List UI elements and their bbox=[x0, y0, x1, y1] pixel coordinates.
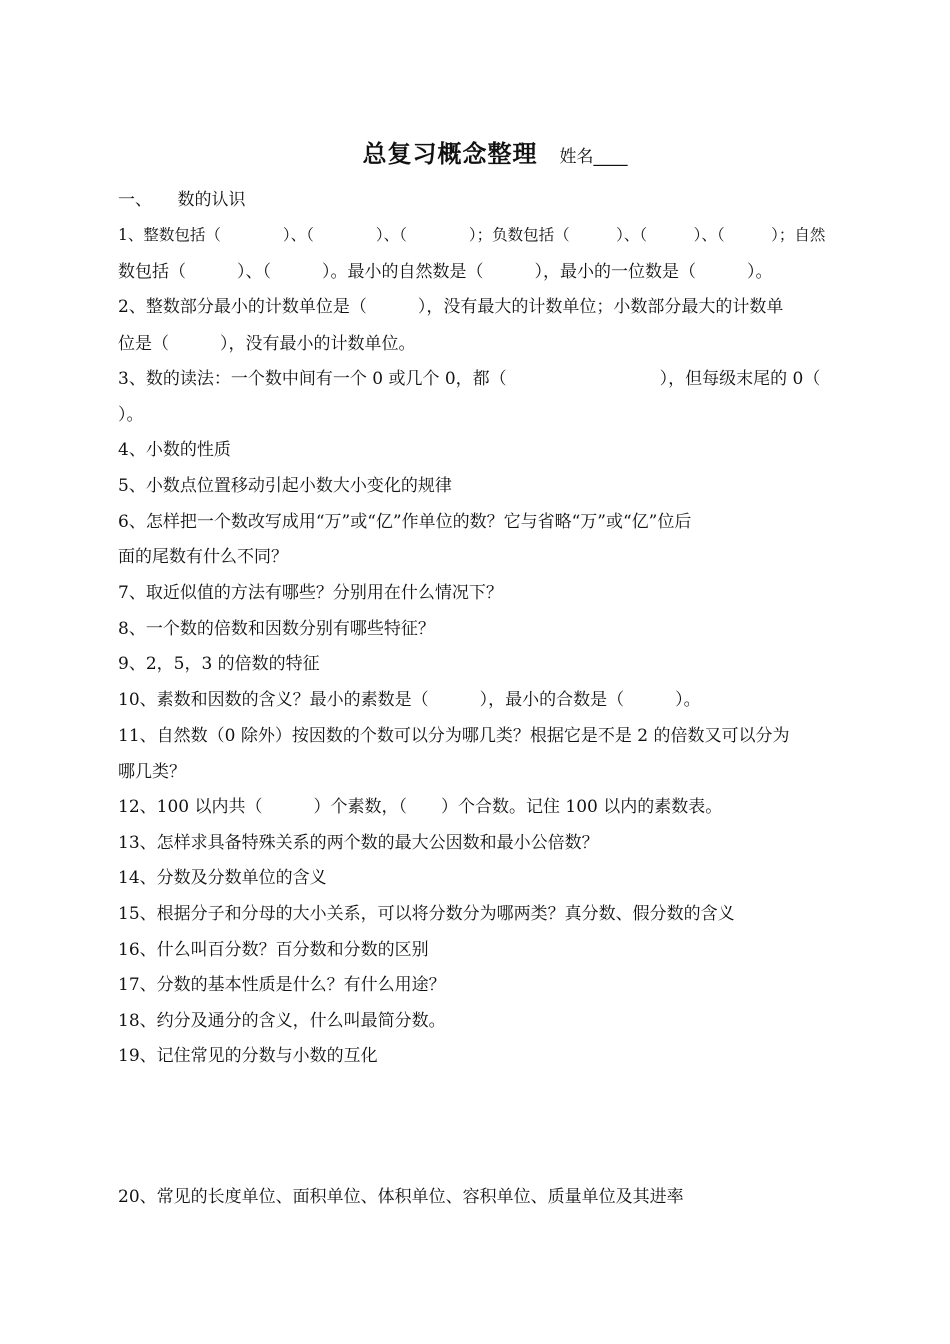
item-19: 19、记住常见的分数与小数的互化 bbox=[118, 1046, 378, 1066]
item-6-line-1: 6、怎样把一个数改写成用“万”或“亿”作单位的数？它与省略“万”或“亿”位后 bbox=[118, 512, 692, 532]
item-1-line-1: 1、整数包括（ ）、（ ）、（ ）；负数包括（ ）、（ ）、（ ）；自然 bbox=[118, 226, 826, 244]
item-20: 20、常见的长度单位、面积单位、体积单位、容积单位、质量单位及其进率 bbox=[118, 1187, 684, 1207]
item-18: 18、约分及通分的含义，什么叫最简分数。 bbox=[118, 1011, 446, 1031]
item-3-line-1: 3、数的读法：一个数中间有一个 0 或几个 0，都（ ），但每级末尾的 0（ bbox=[118, 369, 821, 389]
item-2-line-2: 位是（ ），没有最小的计数单位。 bbox=[118, 334, 416, 354]
item-6-line-2: 面的尾数有什么不同？ bbox=[118, 547, 288, 567]
item-7: 7、取近似值的方法有哪些？分别用在什么情况下？ bbox=[118, 583, 503, 603]
item-3-line-2: ）。 bbox=[118, 405, 144, 425]
item-16: 16、什么叫百分数？百分数和分数的区别 bbox=[118, 940, 429, 960]
item-15: 15、根据分子和分母的大小关系，可以将分数分为哪两类？真分数、假分数的含义 bbox=[118, 904, 735, 924]
item-17: 17、分数的基本性质是什么？有什么用途？ bbox=[118, 975, 446, 995]
item-8: 8、一个数的倍数和因数分别有哪些特征？ bbox=[118, 619, 435, 639]
page-title: 总复习概念整理 bbox=[362, 140, 538, 168]
item-5: 5、小数点位置移动引起小数大小变化的规律 bbox=[118, 476, 452, 496]
item-1-line-2: 数包括（ ）、（ ）。最小的自然数是（ ），最小的一位数是（ ）。 bbox=[118, 262, 773, 282]
item-9: 9、2，5，3 的倍数的特征 bbox=[118, 654, 320, 674]
item-12: 12、100 以内共（ ）个素数，（ ）个合数。记住 100 以内的素数表。 bbox=[118, 797, 723, 817]
item-4: 4、小数的性质 bbox=[118, 440, 231, 460]
item-11-line-1: 11、自然数（0 除外）按因数的个数可以分为哪几类？根据它是不是 2 的倍数又可以分为 bbox=[118, 726, 790, 746]
item-11-line-2: 哪几类？ bbox=[118, 762, 186, 782]
item-14: 14、分数及分数单位的含义 bbox=[118, 868, 327, 888]
name-field-label: 姓名____ bbox=[559, 147, 628, 167]
item-13: 13、怎样求具备特殊关系的两个数的最大公因数和最小公倍数？ bbox=[118, 833, 599, 853]
item-10: 10、素数和因数的含义？最小的素数是（ ），最小的合数是（ ）。 bbox=[118, 690, 701, 710]
item-2-line-1: 2、整数部分最小的计数单位是（ ），没有最大的计数单位；小数部分最大的计数单 bbox=[118, 297, 784, 317]
title-row bbox=[0, 134, 950, 169]
section-heading: 一、 数的认识 bbox=[118, 190, 246, 210]
